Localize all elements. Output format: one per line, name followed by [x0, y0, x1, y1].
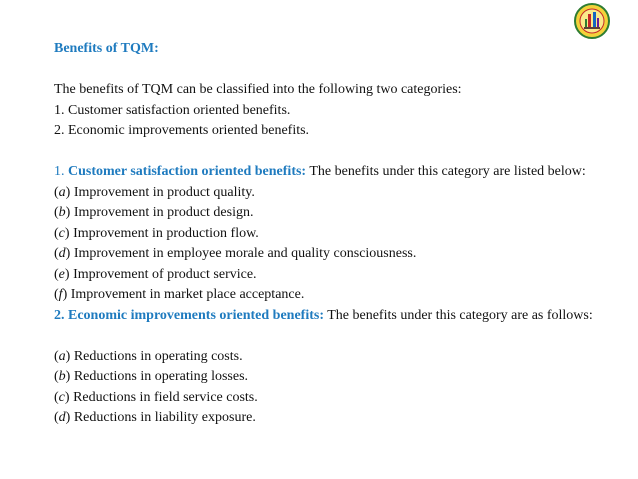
section2-text: The benefits under this category are as follows: — [323, 307, 593, 323]
list-item: (d) Improvement in employee morale and quality consciousness. — [54, 246, 417, 261]
intro-lead: The benefits of TQM can be classified into the following two categories: — [54, 82, 462, 97]
list-item: (a) Reductions in operating costs. — [54, 348, 243, 364]
intro-category-1: 1. Customer satisfaction oriented benefits. — [54, 102, 291, 118]
section1-paragraph — [54, 162, 614, 183]
section1-text: The benefits under this category are listed below: — [306, 164, 586, 179]
section2-paragraph — [54, 306, 614, 327]
section1-number: 1. — [54, 164, 68, 179]
list-item: (d) Reductions in liability exposure. — [54, 410, 256, 425]
list-item: (f) Improvement in market place acceptance. — [54, 287, 305, 302]
institution-logo — [574, 3, 610, 39]
list-item: (a) Improvement in product quality. — [54, 184, 255, 200]
list-item: (c) Reductions in field service costs. — [54, 389, 258, 405]
section1-title: Customer satisfaction oriented benefits: — [68, 164, 307, 179]
slide-heading: Benefits of TQM: — [54, 41, 159, 56]
list-item: (b) Reductions in operating losses. — [54, 369, 249, 384]
slide-content — [54, 39, 614, 429]
list-item: (e) Improvement of product service. — [54, 266, 257, 282]
list-item: (b) Improvement in product design. — [54, 205, 254, 220]
list-item: (c) Improvement in production flow. — [54, 225, 259, 241]
section2-title: 2. Economic improvements oriented benefits: — [54, 307, 324, 323]
intro-category-2: 2. Economic improvements oriented benefits. — [54, 123, 310, 138]
